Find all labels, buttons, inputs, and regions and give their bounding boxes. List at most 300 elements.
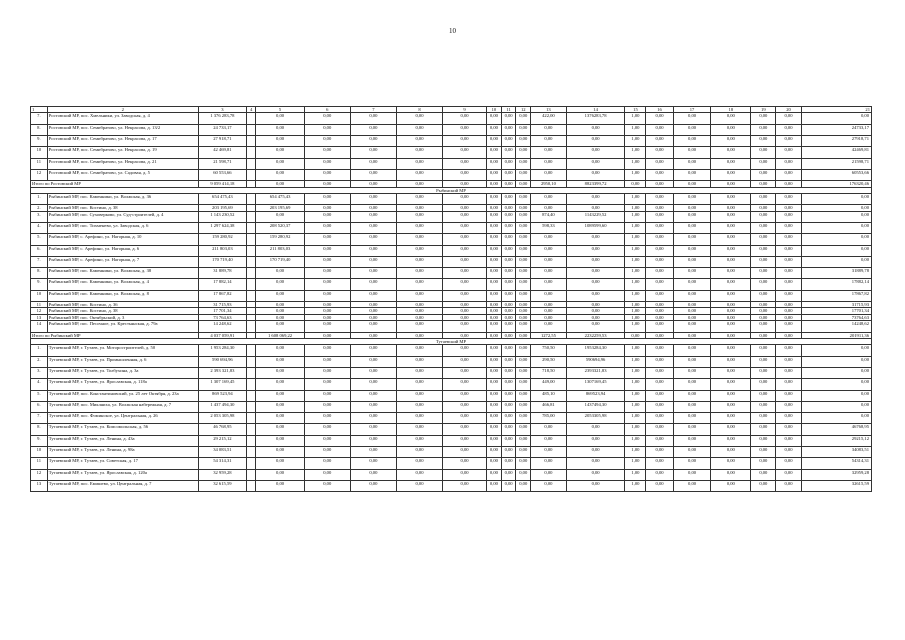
total-cost-cell: 1 307 169,45 [198, 379, 246, 390]
value-cell: 0,00 [304, 245, 350, 256]
value-cell: 0,00 [304, 113, 350, 124]
value-cell: 0,00 [711, 379, 751, 390]
empty-cell [247, 458, 256, 469]
table-row [31, 245, 872, 256]
value-cell: 0,00 [304, 136, 350, 147]
value-cell: 0,00 [350, 390, 396, 401]
value-cell: 0,00 [396, 113, 442, 124]
row-number: 7. [31, 413, 48, 424]
value-cell: 0,00 [396, 424, 442, 435]
value-cell: 1307169,45 [566, 379, 625, 390]
value-cell: 0,00 [776, 211, 801, 222]
row-number: 10 [31, 290, 48, 301]
table-row [31, 435, 872, 446]
value-cell: 0,00 [673, 147, 711, 158]
value-cell: 1953284,30 [566, 345, 625, 356]
value-cell: 0,00 [646, 356, 673, 367]
value-cell: 0,00 [646, 401, 673, 412]
value-cell: 0,00 [350, 268, 396, 279]
value-cell: 0,00 [350, 356, 396, 367]
address-cell: Ростовский МР, пос. Семибратово, ул. Садовая, д. 5 [47, 169, 198, 180]
value-cell: 0,00 [443, 302, 487, 308]
value-cell: 0,00 [487, 424, 502, 435]
value-cell: 1,00 [625, 314, 646, 320]
value-cell: 1,00 [625, 401, 646, 412]
value-cell: 0,00 [501, 480, 516, 491]
address-cell: Тутаевский МР, пос. Микляиха, ул. Волжская набережная, д. 7 [47, 401, 198, 412]
value-cell: 0,00 [673, 124, 711, 135]
value-cell: 0,00 [751, 424, 776, 435]
value-cell: 0,00 [673, 356, 711, 367]
row-number: 12 [31, 469, 48, 480]
value-cell: 0,00 [566, 245, 625, 256]
value-cell: 0,00 [487, 314, 502, 320]
table-row [31, 447, 872, 458]
value-cell: 0,00 [646, 314, 673, 320]
total-cost-cell: 1 953 284,30 [198, 345, 246, 356]
section-title: Рыбинский МР [31, 187, 872, 193]
value-cell: 0,00 [501, 302, 516, 308]
value-cell: 60553,66 [801, 169, 871, 180]
value-cell: 0,00 [751, 211, 776, 222]
column-number-cell: 10 [487, 107, 502, 113]
value-cell: 0,00 [801, 194, 871, 205]
value-cell: 0,00 [646, 435, 673, 446]
value-cell: 0,00 [350, 205, 396, 211]
value-cell: 0,00 [751, 345, 776, 356]
value-cell: 0,00 [566, 124, 625, 135]
value-cell: 0,00 [256, 113, 304, 124]
value-cell: 0,00 [350, 124, 396, 135]
value-cell: 0,00 [751, 447, 776, 458]
address-cell: Рыбинский МР, пос. Каменники, ул. Волжская, д. 8 [47, 290, 198, 301]
value-cell: 0,00 [801, 356, 871, 367]
value-cell: 0,00 [646, 234, 673, 245]
value-cell: 0,00 [776, 480, 801, 491]
value-cell: 0,00 [304, 268, 350, 279]
value-cell: 0,00 [566, 205, 625, 211]
value-cell: 0,00 [350, 234, 396, 245]
value-cell: 0,00 [776, 302, 801, 308]
value-cell: 159 280,92 [256, 234, 304, 245]
table-row [31, 345, 872, 356]
value-cell: 0,00 [673, 424, 711, 435]
value-cell: 0,00 [396, 211, 442, 222]
empty-cell [247, 194, 256, 205]
value-cell: 0,00 [256, 345, 304, 356]
empty-cell [247, 290, 256, 301]
value-cell: 1437494,30 [566, 401, 625, 412]
total-cost-cell: 21 598,71 [198, 158, 246, 169]
address-cell: Тутаевский МР, г. Тутаев, ул. Моторостроителей, д. 50 [47, 345, 198, 356]
subtotal-value: 0,00 [625, 181, 646, 187]
value-cell: 0,00 [776, 256, 801, 267]
value-cell: 0,00 [443, 256, 487, 267]
value-cell: 0,00 [776, 158, 801, 169]
subtotal-value: 0,00 [625, 332, 646, 338]
total-cost-cell: 31 715,93 [198, 302, 246, 308]
value-cell: 422,00 [531, 113, 567, 124]
value-cell: 0,00 [646, 424, 673, 435]
value-cell: 0,00 [501, 211, 516, 222]
value-cell: 0,00 [673, 205, 711, 211]
value-cell: 0,00 [516, 234, 531, 245]
value-cell: 598,33 [531, 223, 567, 234]
value-cell: 0,00 [396, 379, 442, 390]
value-cell: 0,00 [304, 256, 350, 267]
value-cell: 0,00 [350, 308, 396, 314]
value-cell: 0,00 [501, 124, 516, 135]
empty-cell [247, 435, 256, 446]
value-cell: 0,00 [304, 169, 350, 180]
subtotal-value: 0,00 [396, 181, 442, 187]
table-row [31, 256, 872, 267]
row-number: 5. [31, 390, 48, 401]
value-cell: 0,00 [443, 308, 487, 314]
total-cost-cell: 32 615,59 [198, 480, 246, 491]
value-cell: 0,00 [646, 223, 673, 234]
value-cell: 0,00 [304, 435, 350, 446]
value-cell: 0,00 [304, 205, 350, 211]
total-cost-cell: 14 248,62 [198, 321, 246, 332]
value-cell: 0,00 [751, 413, 776, 424]
value-cell: 0,00 [531, 302, 567, 308]
table-row [31, 223, 872, 234]
value-cell: 0,00 [776, 401, 801, 412]
subtotal-value: 0,00 [304, 332, 350, 338]
table-row [31, 279, 872, 290]
table-row [31, 158, 872, 169]
address-cell: Тутаевский МР, г. Тутаев, ул. Толбухина, д. 3а [47, 368, 198, 379]
subtotal-value: 0,00 [776, 181, 801, 187]
value-cell: 0,00 [487, 158, 502, 169]
value-cell: 0,00 [443, 205, 487, 211]
table-row [31, 113, 872, 124]
address-cell: Тутаевский МР, г. Тутаев, ул. Комсомольская, д. 56 [47, 424, 198, 435]
value-cell: 0,00 [256, 356, 304, 367]
value-cell: 0,00 [516, 302, 531, 308]
value-cell: 0,00 [443, 368, 487, 379]
value-cell: 1,00 [625, 113, 646, 124]
column-number-cell: 11 [501, 107, 516, 113]
subtotal-value: 0,00 [256, 181, 304, 187]
value-cell: 0,00 [304, 194, 350, 205]
subtotal-value: 0,00 [443, 332, 487, 338]
value-cell: 1,00 [625, 194, 646, 205]
value-cell: 0,00 [646, 158, 673, 169]
value-cell: 0,00 [256, 424, 304, 435]
value-cell: 0,00 [396, 290, 442, 301]
value-cell: 0,00 [501, 435, 516, 446]
empty-cell [247, 424, 256, 435]
value-cell: 208 520,37 [256, 223, 304, 234]
value-cell: 34083,51 [801, 447, 871, 458]
value-cell: 0,00 [487, 469, 502, 480]
value-cell: 0,00 [673, 345, 711, 356]
value-cell: 0,00 [711, 211, 751, 222]
value-cell: 0,00 [487, 401, 502, 412]
value-cell: 0,00 [711, 447, 751, 458]
value-cell: 0,00 [711, 469, 751, 480]
column-number-cell: 16 [646, 107, 673, 113]
address-cell: Рыбинский МР, с. Арефино, ул. Нагорная, д. 6 [47, 245, 198, 256]
value-cell: 874,40 [531, 211, 567, 222]
subtotal-value: 0,00 [673, 332, 711, 338]
address-cell: Рыбинский МР, пос. Костино, д. 38 [47, 308, 198, 314]
value-cell: 0,00 [350, 321, 396, 332]
subtotal-value: 0,00 [396, 332, 442, 338]
value-cell: 2393321,83 [566, 368, 625, 379]
row-number: 13 [31, 314, 48, 320]
value-cell: 0,00 [751, 158, 776, 169]
value-cell: 0,00 [501, 223, 516, 234]
value-cell: 1,00 [625, 124, 646, 135]
column-number-cell: 17 [673, 107, 711, 113]
value-cell: 0,00 [304, 124, 350, 135]
table-row [31, 321, 872, 332]
value-cell: 0,00 [646, 113, 673, 124]
value-cell: 31715,93 [801, 302, 871, 308]
value-cell: 0,00 [751, 136, 776, 147]
value-cell: 0,00 [501, 469, 516, 480]
value-cell: 1,00 [625, 469, 646, 480]
subtotal-value: 176320,46 [801, 181, 871, 187]
value-cell: 1,00 [625, 205, 646, 211]
empty-cell [247, 169, 256, 180]
value-cell: 0,00 [711, 245, 751, 256]
value-cell: 0,00 [711, 124, 751, 135]
table-row [31, 290, 872, 301]
value-cell: 0,00 [801, 345, 871, 356]
value-cell: 0,00 [501, 321, 516, 332]
value-cell: 0,00 [566, 469, 625, 480]
value-cell: 449,00 [531, 379, 567, 390]
value-cell: 0,00 [751, 390, 776, 401]
value-cell: 0,00 [350, 435, 396, 446]
empty-cell [247, 147, 256, 158]
value-cell: 0,00 [751, 169, 776, 180]
subtotal-value: 0,00 [646, 332, 673, 338]
value-cell: 0,00 [304, 223, 350, 234]
value-cell: 1143229,52 [566, 211, 625, 222]
column-number-cell: 1 [31, 107, 48, 113]
value-cell: 0,00 [711, 390, 751, 401]
value-cell: 29215,12 [801, 435, 871, 446]
value-cell: 0,00 [516, 435, 531, 446]
value-cell: 0,00 [751, 302, 776, 308]
subtotal-value: 0,00 [443, 181, 487, 187]
value-cell: 0,00 [673, 413, 711, 424]
value-cell: 203 195,69 [256, 205, 304, 211]
value-cell: 0,00 [646, 321, 673, 332]
table-row [31, 169, 872, 180]
row-number: 11 [31, 458, 48, 469]
row-number: 14 [31, 321, 48, 332]
value-cell: 0,00 [350, 194, 396, 205]
empty-cell [247, 245, 256, 256]
data-table [30, 106, 872, 492]
total-cost-cell: 31 889,78 [198, 268, 246, 279]
address-cell: Рыбинский МР, пос. Октябрьский, д. 3 [47, 314, 198, 320]
value-cell: 2053305,98 [566, 413, 625, 424]
value-cell: 0,00 [531, 245, 567, 256]
total-cost-cell: 60 553,66 [198, 169, 246, 180]
value-cell: 0,00 [256, 308, 304, 314]
value-cell: 0,00 [443, 169, 487, 180]
column-number-cell: 8 [396, 107, 442, 113]
row-number: 12 [31, 169, 48, 180]
value-cell: 0,00 [711, 308, 751, 314]
value-cell: 0,00 [396, 401, 442, 412]
address-cell: Ростовский МР, пос. Семибратово, ул. Некрасова, д. 17 [47, 136, 198, 147]
value-cell: 0,00 [443, 290, 487, 301]
value-cell: 1,00 [625, 321, 646, 332]
value-cell: 0,00 [673, 136, 711, 147]
value-cell: 0,00 [673, 245, 711, 256]
value-cell: 1,00 [625, 345, 646, 356]
value-cell: 0,00 [751, 256, 776, 267]
value-cell: 0,00 [487, 279, 502, 290]
value-cell: 0,00 [531, 308, 567, 314]
value-cell: 0,00 [673, 458, 711, 469]
row-number: 11 [31, 158, 48, 169]
value-cell: 0,00 [516, 256, 531, 267]
total-cost-cell: 170 719,40 [198, 256, 246, 267]
value-cell: 0,00 [646, 447, 673, 458]
value-cell: 0,00 [256, 268, 304, 279]
value-cell: 0,00 [501, 205, 516, 211]
value-cell: 0,00 [350, 401, 396, 412]
table-row [31, 401, 872, 412]
total-cost-cell: 32 959,28 [198, 469, 246, 480]
value-cell: 0,00 [711, 136, 751, 147]
value-cell: 0,00 [501, 447, 516, 458]
value-cell: 0,00 [443, 234, 487, 245]
address-cell: Ростовский МР, пос. Семибратово, ул. Некрасова, д. 13/2 [47, 124, 198, 135]
value-cell: 0,00 [487, 345, 502, 356]
row-number: 6. [31, 401, 48, 412]
value-cell: 0,00 [751, 205, 776, 211]
value-cell: 1,00 [625, 223, 646, 234]
value-cell: 0,00 [487, 356, 502, 367]
row-number: 9. [31, 279, 48, 290]
value-cell: 0,00 [673, 268, 711, 279]
table-row [31, 368, 872, 379]
value-cell: 0,00 [443, 194, 487, 205]
value-cell: 0,00 [396, 136, 442, 147]
total-cost-cell: 17 882,14 [198, 279, 246, 290]
value-cell: 0,00 [487, 194, 502, 205]
table-row [31, 356, 872, 367]
empty-cell [247, 113, 256, 124]
value-cell: 0,00 [566, 147, 625, 158]
value-cell: 0,00 [501, 113, 516, 124]
value-cell: 0,00 [673, 379, 711, 390]
value-cell: 0,00 [566, 290, 625, 301]
value-cell: 0,00 [396, 345, 442, 356]
empty-cell [247, 368, 256, 379]
value-cell: 0,00 [256, 169, 304, 180]
value-cell: 0,00 [751, 368, 776, 379]
value-cell: 1,00 [625, 413, 646, 424]
value-cell: 32615,59 [801, 480, 871, 491]
subtotal-value: 0,00 [516, 181, 531, 187]
value-cell: 0,00 [801, 211, 871, 222]
value-cell: 0,00 [531, 458, 567, 469]
value-cell: 0,00 [711, 458, 751, 469]
value-cell: 0,00 [801, 368, 871, 379]
value-cell: 0,00 [711, 401, 751, 412]
value-cell: 0,00 [516, 205, 531, 211]
empty-cell [247, 136, 256, 147]
empty-cell [247, 321, 256, 332]
value-cell: 0,00 [711, 268, 751, 279]
value-cell: 0,00 [776, 268, 801, 279]
value-cell: 0,00 [646, 268, 673, 279]
value-cell: 290,50 [531, 356, 567, 367]
value-cell: 0,00 [711, 223, 751, 234]
address-cell: Ростовский МР, пос. Семибратово, ул. Некрасова, д. 19 [47, 147, 198, 158]
value-cell: 0,00 [516, 147, 531, 158]
value-cell: 0,00 [396, 435, 442, 446]
value-cell: 0,00 [751, 234, 776, 245]
value-cell: 0,00 [350, 279, 396, 290]
value-cell: 0,00 [531, 314, 567, 320]
value-cell: 0,00 [646, 290, 673, 301]
column-number-cell: 19 [751, 107, 776, 113]
value-cell: 0,00 [304, 390, 350, 401]
value-cell: 1,00 [625, 390, 646, 401]
value-cell: 0,00 [711, 424, 751, 435]
value-cell: 0,00 [646, 124, 673, 135]
value-cell: 0,00 [501, 234, 516, 245]
row-number: 1. [31, 345, 48, 356]
value-cell: 0,00 [443, 401, 487, 412]
value-cell: 0,00 [516, 268, 531, 279]
empty-cell [247, 158, 256, 169]
value-cell: 73764,63 [801, 314, 871, 320]
value-cell: 21598,71 [801, 158, 871, 169]
value-cell: 0,00 [304, 458, 350, 469]
value-cell: 0,00 [566, 314, 625, 320]
value-cell: 0,00 [751, 480, 776, 491]
subtotal-value: 1 608 069,22 [256, 332, 304, 338]
value-cell: 0,00 [673, 368, 711, 379]
table-row [31, 390, 872, 401]
table-body [31, 107, 872, 492]
value-cell: 0,00 [350, 147, 396, 158]
column-number-cell: 9 [443, 107, 487, 113]
value-cell: 0,00 [673, 480, 711, 491]
row-number: 4. [31, 379, 48, 390]
subtotal-value: 0,00 [646, 181, 673, 187]
value-cell: 0,00 [487, 169, 502, 180]
value-cell: 0,00 [443, 435, 487, 446]
value-cell: 0,00 [256, 314, 304, 320]
value-cell: 0,00 [711, 194, 751, 205]
value-cell: 0,00 [776, 356, 801, 367]
value-cell: 0,00 [516, 401, 531, 412]
value-cell: 0,00 [711, 345, 751, 356]
value-cell: 0,00 [751, 290, 776, 301]
value-cell: 0,00 [673, 113, 711, 124]
value-cell: 0,00 [443, 279, 487, 290]
value-cell: 0,00 [350, 314, 396, 320]
value-cell: 1,00 [625, 268, 646, 279]
value-cell: 0,00 [566, 435, 625, 446]
subtotal-value: 0,00 [501, 332, 516, 338]
subtotal-value: 0,00 [711, 181, 751, 187]
